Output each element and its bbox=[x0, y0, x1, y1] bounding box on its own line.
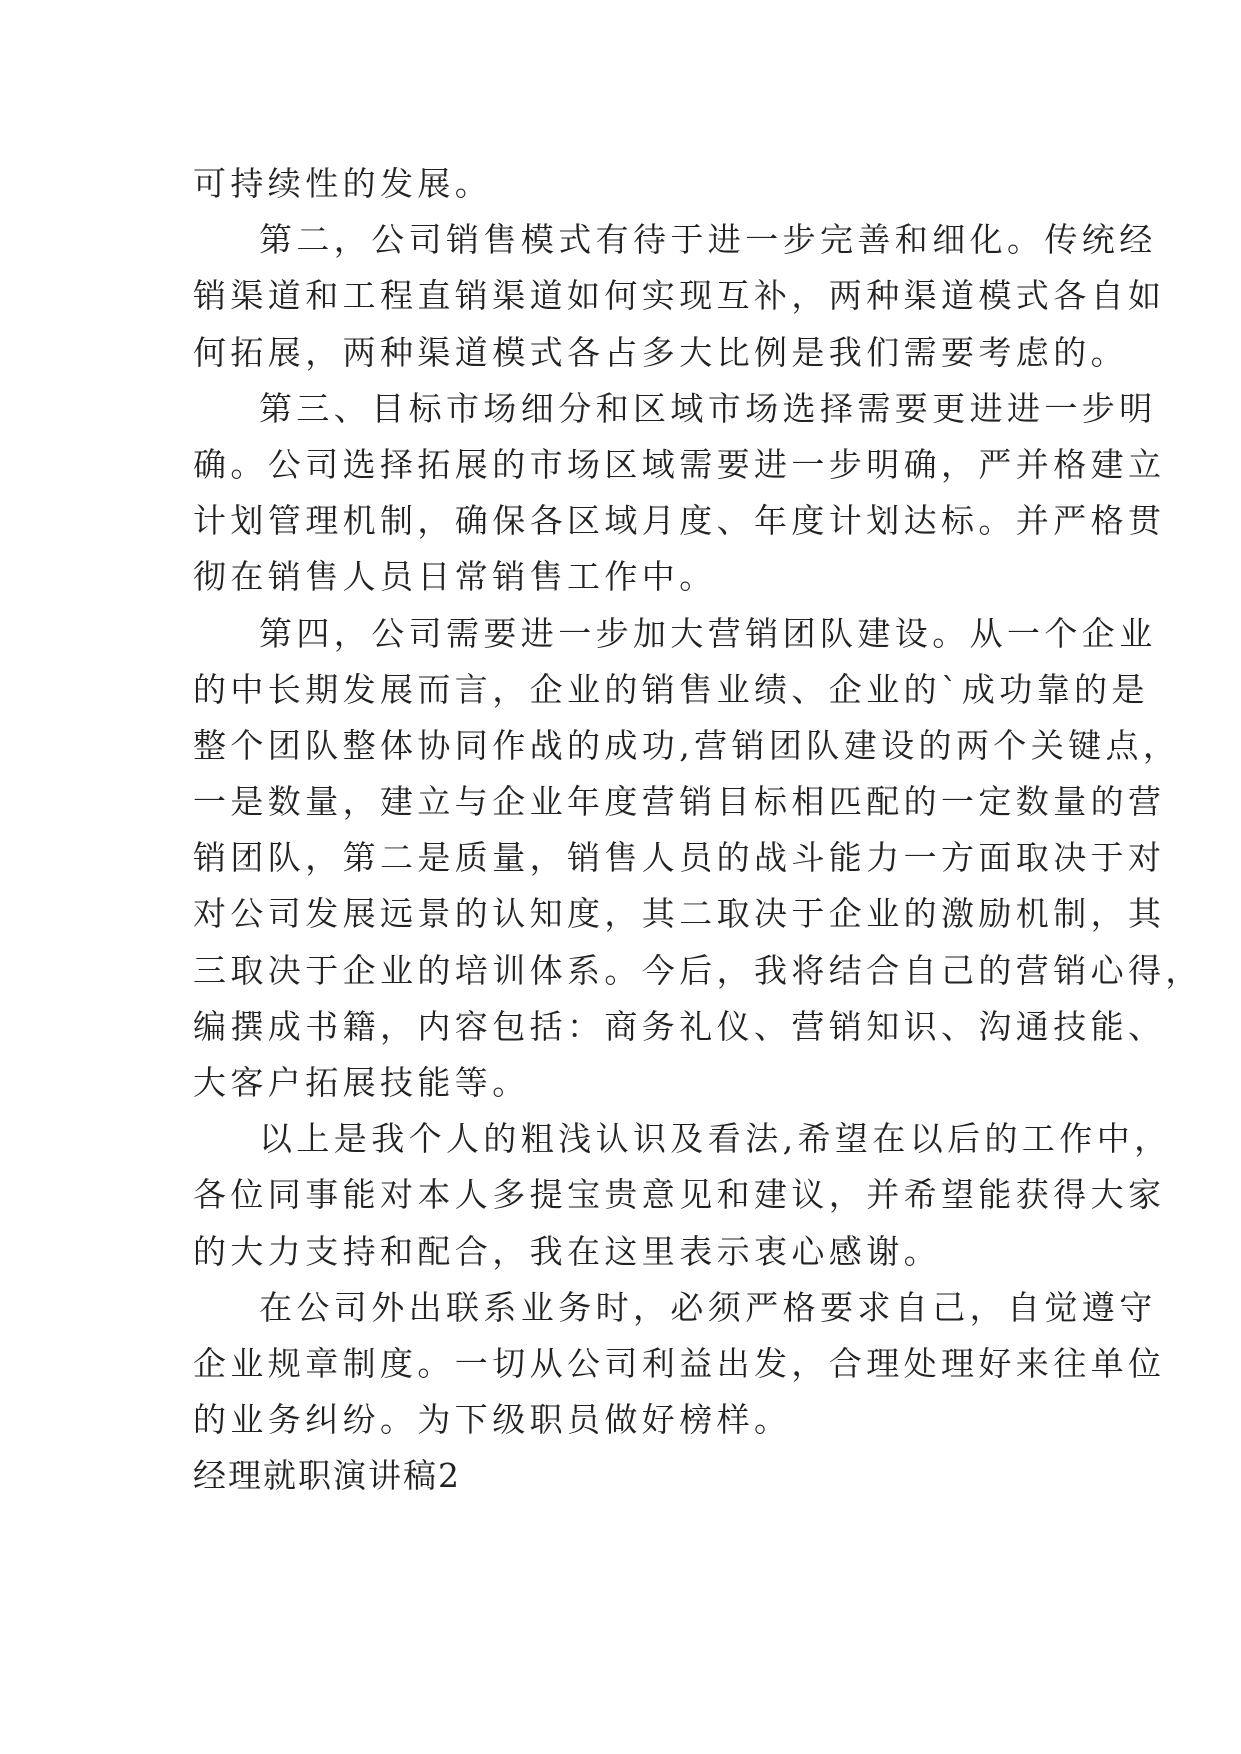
paragraph-line: 的大力支持和配合，我在这里表示衷心感谢。 bbox=[193, 1231, 941, 1271]
paragraph-line: 可持续性的发展。 bbox=[193, 164, 493, 203]
paragraph-line: 在公司外出联系业务时，必须严格要求自己，自觉遵守 bbox=[259, 1287, 1157, 1327]
paragraph-line: 确。公司选择拓展的市场区域需要进一步明确，严并格建立 bbox=[193, 444, 1166, 484]
paragraph-line: 销渠道和工程直销渠道如何实现互补，两种渠道模式各自如 bbox=[193, 276, 1166, 316]
paragraph-line: 第四，公司需要进一步加大营销团队建设。从一个企业 bbox=[259, 613, 1157, 653]
paragraph-line: 三取决于企业的培训体系。今后，我将结合自己的营销心得， bbox=[193, 950, 1203, 990]
paragraph-3 bbox=[193, 381, 1166, 606]
paragraph-line: 计划管理机制，确保各区域月度、年度计划达标。并严格贯 bbox=[193, 501, 1166, 541]
paragraph-4 bbox=[193, 606, 1203, 1112]
paragraph-6 bbox=[193, 1280, 1166, 1449]
paragraph-line: 各位同事能对本人多提宝贵意见和建议，并希望能获得大家 bbox=[193, 1175, 1166, 1215]
paragraph-5 bbox=[193, 1111, 1172, 1280]
section-heading: 经理就职演讲稿2 bbox=[193, 1456, 461, 1496]
paragraph-line: 第三、目标市场细分和区域市场选择需要更进进一步明 bbox=[259, 388, 1157, 428]
paragraph-line: 以上是我个人的粗浅认识及看法,希望在以后的工作中， bbox=[259, 1119, 1172, 1159]
paragraph-line: 彻在销售人员日常销售工作中。 bbox=[193, 557, 717, 597]
paragraph-1 bbox=[193, 156, 1053, 212]
paragraph-line: 一是数量，建立与企业年度营销目标相匹配的一定数量的营 bbox=[193, 782, 1166, 822]
paragraph-line: 销团队，第二是质量，销售人员的战斗能力一方面取决于对 bbox=[193, 838, 1166, 878]
paragraph-line: 编撰成书籍，内容包括：商务礼仪、营销知识、沟通技能、 bbox=[193, 1006, 1166, 1046]
paragraph-line: 何拓展，两种渠道模式各占多大比例是我们需要考虑的。 bbox=[193, 332, 1128, 372]
paragraph-line: 大客户拓展技能等。 bbox=[193, 1063, 530, 1102]
document-body bbox=[193, 156, 1203, 1505]
paragraph-line: 企业规章制度。一切从公司利益出发，合理处理好来往单位 bbox=[193, 1343, 1166, 1383]
paragraph-line: 整个团队整体协同作战的成功,营销团队建设的两个关键点， bbox=[193, 725, 1181, 765]
paragraph-line: 第二，公司销售模式有待于进一步完善和细化。传统经 bbox=[259, 220, 1157, 260]
paragraph-line: 的中长期发展而言，企业的销售业绩、企业的`成功靠的是 bbox=[193, 669, 1149, 709]
paragraph-line: 对公司发展远景的认知度，其二取决于企业的激励机制，其 bbox=[193, 894, 1166, 934]
paragraph-line: 的业务纠纷。为下级职员做好榜样。 bbox=[193, 1400, 792, 1440]
paragraph-2 bbox=[193, 212, 1166, 381]
